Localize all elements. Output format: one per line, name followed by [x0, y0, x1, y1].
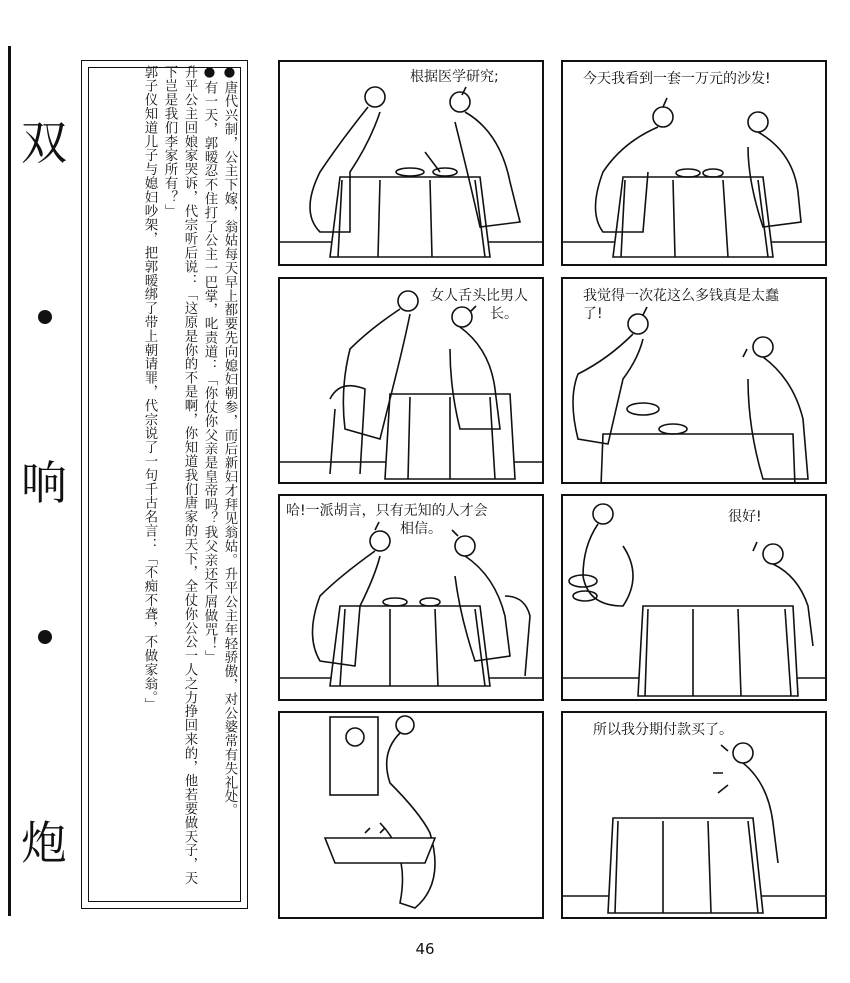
panel-8-drawing: [563, 713, 827, 919]
panel-3-caption-line1: 女人舌头比男人: [430, 288, 528, 304]
comic-panel-5: [278, 494, 544, 701]
comic-panel-8: [561, 711, 827, 919]
title-dot: [38, 310, 52, 324]
panel-5-caption-line2: 相信。: [400, 521, 442, 537]
panel-2-caption: 今天我看到一套一万元的沙发!: [583, 71, 771, 87]
comic-panel-4: [561, 277, 827, 484]
comic-panel-6: [561, 494, 827, 701]
comic-panel-1: [278, 60, 544, 266]
panel-6-drawing: [563, 496, 827, 701]
panel-6-caption: 很好!: [728, 509, 762, 525]
panel-7-drawing: [280, 713, 544, 919]
title-char-1: 双: [21, 116, 67, 170]
title-char-2: 响: [21, 456, 67, 510]
story-paragraph-1: ●唐代兴制，公主下嫁，翁姑每天早上都要先向媳妇朝参，而后新妇才拜见翁姑。升平公主年轻骄傲，对公婆常有失礼处。: [222, 65, 237, 818]
page-left-border: [0, 46, 11, 916]
story-paragraph-2: ●有一天，郭暧忍不住打了公主一巴掌，叱责道：「你仗你父亲是皇帝吗？我父亲还不屑做咒！」: [202, 65, 217, 665]
title-dot: [38, 630, 52, 644]
story-text-box: [81, 60, 248, 909]
story-paragraph-4: 郭子仪知道儿子与媳妇吵架，把郭暧绑了带上朝请罪，代宗说了一句千古名言：「不痴不聋，不做家翁。」: [142, 65, 157, 712]
title-column: [14, 60, 74, 910]
panel-5-caption-line1: 哈!一派胡言，只有无知的人才会: [286, 503, 488, 519]
panel-2-drawing: [563, 62, 827, 266]
panel-1-drawing: [280, 62, 544, 266]
panel-4-caption-line2: 了!: [583, 306, 603, 322]
panel-8-caption: 所以我分期付款买了。: [593, 722, 733, 738]
story-text: [99, 65, 239, 890]
page-number: 46: [415, 940, 435, 958]
panel-3-caption-line2: 长。: [490, 306, 518, 322]
panel-1-caption: 根据医学研究;: [410, 69, 499, 85]
panel-4-caption-line1: 我觉得一次花这么多钱真是太蠢: [583, 288, 779, 304]
comic-panel-3: [278, 277, 544, 484]
comic-panel-7: [278, 711, 544, 919]
story-paragraph-3: 升平公主回娘家哭诉，代宗听后说：「这原是你的不是啊，你知道我们唐家的天下，全仗你公公一人之力挣回来的，他若要做天子，天下岂是我们李家所有？」: [162, 65, 197, 886]
title-char-3: 炮: [21, 816, 67, 870]
comic-panel-2: [561, 60, 827, 266]
